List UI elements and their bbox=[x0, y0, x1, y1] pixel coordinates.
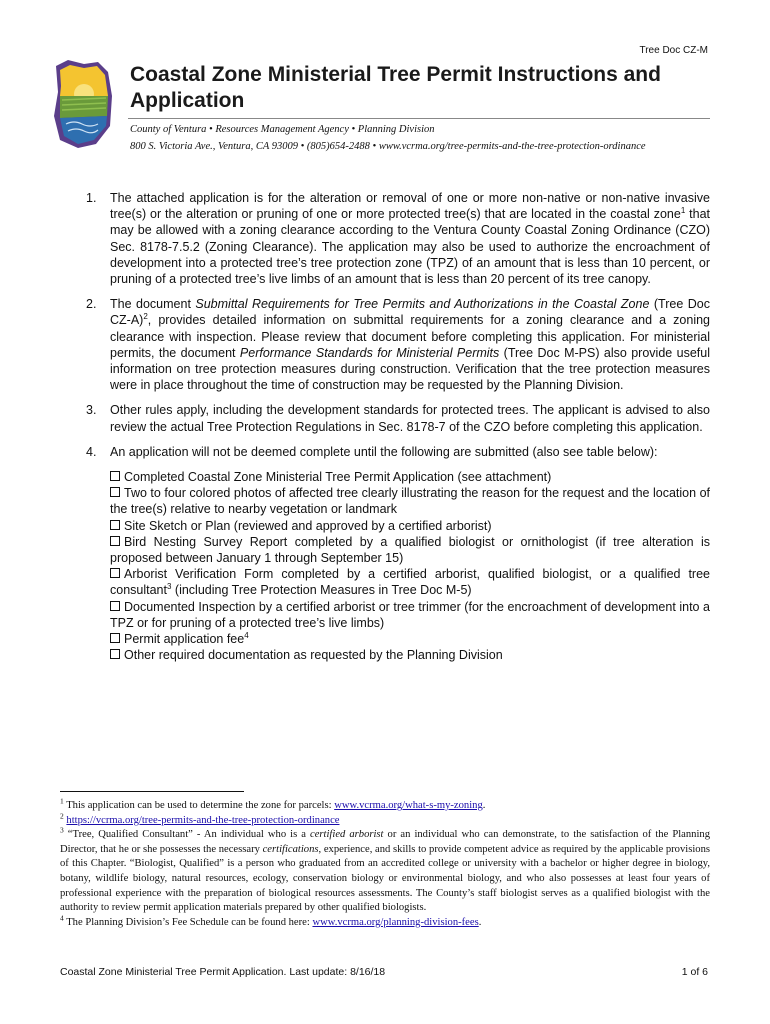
footnote-term: certified arborist bbox=[310, 829, 384, 841]
checklist-item bbox=[110, 518, 710, 534]
checklist-label: Site Sketch or Plan (reviewed and approved by a certified arborist) bbox=[124, 518, 492, 533]
footnote-3 bbox=[60, 825, 710, 916]
checkbox-icon[interactable] bbox=[110, 487, 120, 497]
checkbox-icon[interactable] bbox=[110, 649, 120, 659]
item-number: 4. bbox=[86, 444, 97, 459]
footnote-text: . bbox=[478, 916, 482, 928]
item-text: The attached application is for the alteration or removal of one or more non-native or non-native invasive tree(s) or the alteration or pruning of one or more protected tree(s) that are located in the coastal zone bbox=[110, 191, 710, 222]
item-text: Other rules apply, including the development standards for protected trees. The applicant is advised to also review the actual Tree Protection Regulations in Sec. 8178-7 of the CZO before completing this application. bbox=[110, 403, 710, 434]
item-text: An application will not be deemed complete until the following are submitted (also see table below): bbox=[110, 444, 658, 459]
footnote-2 bbox=[60, 811, 710, 829]
footnote-divider bbox=[60, 791, 244, 792]
checklist-label: Permit application fee bbox=[124, 632, 245, 647]
item-text: The document bbox=[110, 297, 196, 312]
checklist-item bbox=[110, 469, 710, 485]
instruction-item-4 bbox=[60, 444, 710, 664]
tree-ordinance-link[interactable]: https://vcrma.org/tree-permits-and-the-tree-protection-ordinance bbox=[66, 814, 340, 826]
item-number: 1. bbox=[86, 191, 97, 205]
footnote-text: , experience, and skills to provide competent advice as required by the applicable provisions of this Chapter. “Biologist, Qualified” is a person who graduated from an accredited college or university with a bachelor or higher degree in biology, botany, wildlife biology, natural resources, ecology, conservation biology or environmental biology, and who also possesses at least four years of professional experience with the preparation of biological resources assessments. The County’s staff biologist serves as a qualified biologist with the authority to review permit application materials prepared by other qualified biologists. bbox=[60, 843, 710, 914]
checklist-item bbox=[110, 631, 710, 647]
footnote-text: This application can be used to determine the zone for parcels: bbox=[63, 800, 335, 811]
checkbox-icon[interactable] bbox=[110, 568, 120, 578]
instruction-item-3 bbox=[60, 402, 710, 434]
document-code: Tree Doc CZ-M bbox=[639, 45, 708, 56]
item-text: that may be allowed with a zoning clearance according to the Ventura County Coastal Zoning Ordinance (CZO) Sec. 8178-7.5.2 (Zoning Clearance). The application may also be used to authorize the encroachment of development into a protected tree’s tree protection zone (TPZ) of an amount that is less than 10 percent, or pruning of a protected tree’s live limbs of an amount that is less than 20 percent of its tree canopy. bbox=[110, 207, 710, 287]
footnote-ref[interactable]: 4 bbox=[244, 630, 249, 640]
agency-info bbox=[130, 122, 690, 155]
instruction-item-2 bbox=[60, 296, 710, 393]
address-line: 800 S. Victoria Ave., Ventura, CA 93009 • (805)654-2488 • www.vcrma.org/tree-permits-and-the-tree-protection-ordinance bbox=[130, 140, 646, 152]
checklist-item bbox=[110, 566, 710, 598]
footnote-text: . bbox=[482, 800, 486, 811]
submittal-checklist bbox=[110, 469, 710, 663]
checkbox-icon[interactable] bbox=[110, 633, 120, 643]
item-number: 3. bbox=[86, 403, 97, 418]
checklist-label: Other required documentation as requested by the Planning Division bbox=[124, 648, 503, 663]
ventura-county-logo bbox=[50, 56, 118, 152]
footnote-text: “Tree, Qualified Consultant” - An individual who is a bbox=[63, 829, 311, 841]
checklist-item bbox=[110, 534, 710, 566]
page-number: 1 of 6 bbox=[681, 966, 708, 978]
item-text: (Tree Doc M-PS) also provide useful information on tree protection measures during construction. Verification that the tree protection measures were in place throughout the time of construction may be requested by the Planning Division. bbox=[110, 345, 710, 393]
checkbox-icon[interactable] bbox=[110, 536, 120, 546]
checklist-item bbox=[110, 647, 710, 663]
footnote-mark: 2 bbox=[60, 811, 64, 821]
page-title: Coastal Zone Ministerial Tree Permit Instructions and Application bbox=[130, 63, 661, 112]
footnote-term: certifications bbox=[262, 843, 319, 855]
item-text: , provides detailed information on submittal requirements for a zoning clearance and a zoning clearance with inspection. Please review that document before completing this application. For ministerial permits, the document bbox=[110, 313, 710, 360]
item-text: (Tree Doc CZ-A) bbox=[110, 297, 710, 328]
checkbox-icon[interactable] bbox=[110, 601, 120, 611]
footer-title: Coastal Zone Ministerial Tree Permit Application. Last update: 8/16/18 bbox=[60, 966, 386, 978]
checklist-label: Two to four colored photos of affected tree clearly illustrating the reason for the request and the location of the tree(s) relative to nearby vegetation or landmark bbox=[110, 486, 710, 517]
checklist-label: Documented Inspection by a certified arborist or tree trimmer (for the encroachment of development into a TPZ or for pruning of a protected tree’s live limbs) bbox=[110, 599, 710, 630]
footnote-ref[interactable]: 1 bbox=[680, 206, 686, 216]
agency-line: County of Ventura • Resources Management Agency • Planning Division bbox=[130, 124, 435, 135]
footnote-mark: 4 bbox=[60, 913, 64, 923]
checklist-item bbox=[110, 599, 710, 631]
title-divider bbox=[128, 118, 710, 119]
instruction-list bbox=[60, 190, 710, 672]
document-title: Performance Standards for Ministerial Permits bbox=[239, 345, 500, 360]
checklist-label: Bird Nesting Survey Report completed by a qualified biologist or ornithologist (if tree alteration is proposed between January 1 through September 15) bbox=[110, 534, 710, 566]
footnote-ref[interactable]: 2 bbox=[143, 312, 148, 322]
footnote-mark: 1 bbox=[60, 796, 64, 806]
footnote-mark: 3 bbox=[60, 825, 64, 835]
checklist-label: Completed Coastal Zone Ministerial Tree Permit Application (see attachment) bbox=[124, 470, 552, 485]
checklist-label: Arborist Verification Form completed by a certified arborist, qualified biologist, or a qualified tree consultant bbox=[110, 567, 710, 598]
document-title: Submittal Requirements for Tree Permits and Authorizations in the Coastal Zone bbox=[195, 297, 650, 312]
checklist-item bbox=[110, 485, 710, 517]
zoning-link[interactable]: www.vcrma.org/what-s-my-zoning bbox=[334, 800, 483, 811]
footnotes bbox=[60, 796, 710, 930]
footnote-text: or an individual who can demonstrate, to the satisfaction of the Planning Director, that he or she possesses the necessary bbox=[60, 829, 710, 855]
checkbox-icon[interactable] bbox=[110, 471, 120, 481]
item-number: 2. bbox=[86, 297, 97, 312]
footnote-4 bbox=[60, 913, 710, 931]
fee-schedule-link[interactable]: www.vcrma.org/planning-division-fees bbox=[312, 916, 479, 928]
footnote-text: The Planning Division’s Fee Schedule can be found here: bbox=[63, 916, 313, 928]
checkbox-icon[interactable] bbox=[110, 520, 120, 530]
checklist-label: (including Tree Protection Measures in Tree Doc M-5) bbox=[171, 583, 472, 598]
footnote-ref[interactable]: 3 bbox=[166, 582, 172, 592]
instruction-item-1 bbox=[60, 190, 710, 287]
footnote-1 bbox=[60, 796, 710, 814]
